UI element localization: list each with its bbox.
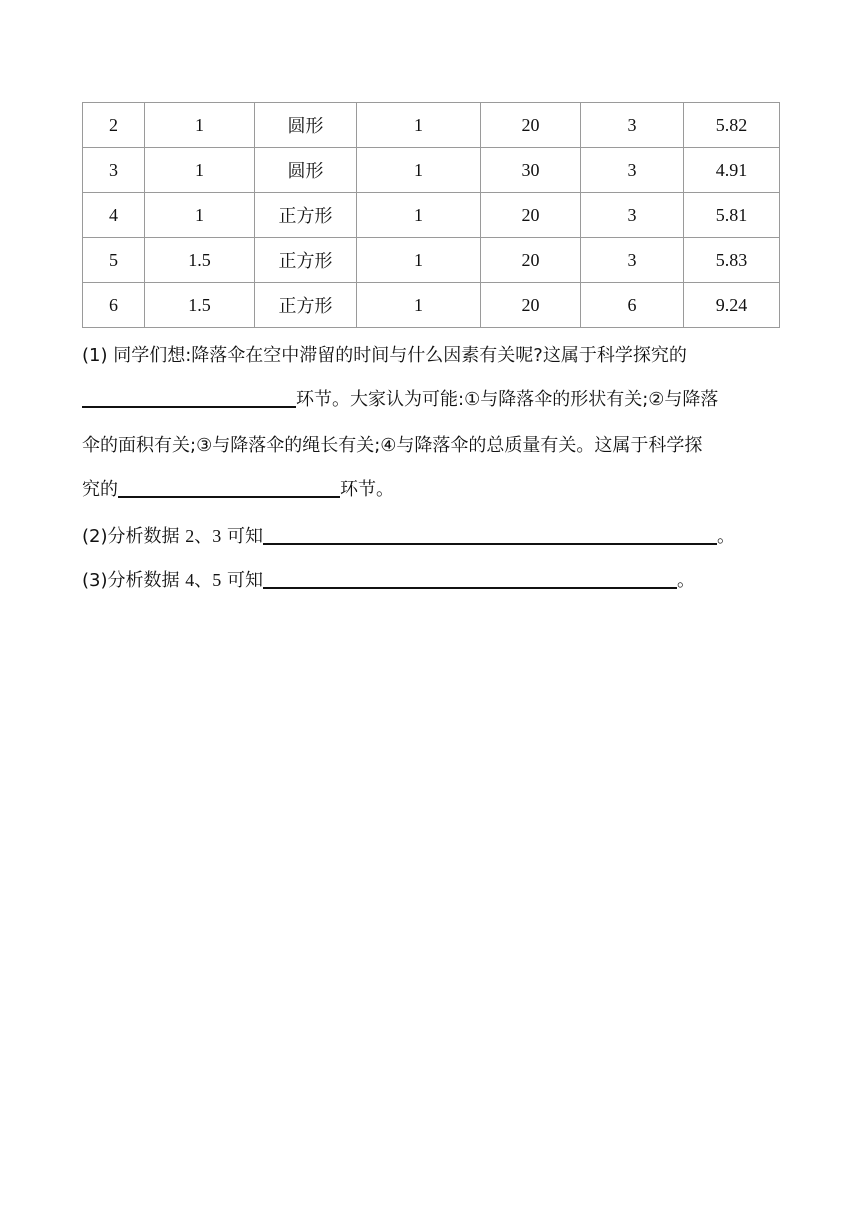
table-cell-col-4: 1	[357, 103, 481, 148]
question-1-line-1: (1) 同学们想:降落伞在空中滞留的时间与什么因素有关呢?这属于科学探究的	[82, 345, 687, 366]
question-3-prefix: (3)分析数据	[82, 570, 180, 591]
question-2-numbers: 2、3	[185, 526, 222, 546]
question-1-line-3: 伞的面积有关;③与降落伞的绳长有关;④与降落伞的总质量有关。这属于科学探	[82, 435, 703, 456]
question-1-line-2	[82, 386, 782, 414]
table-cell-col-5: 20	[481, 103, 581, 148]
question-2-mid: 可知	[226, 526, 263, 547]
question-2-end: 。	[716, 526, 735, 547]
answer-blank-2[interactable]	[118, 476, 340, 498]
table-row	[83, 193, 780, 238]
table-cell-time: 9.24	[684, 283, 780, 328]
table-body	[83, 103, 780, 328]
table-cell-col-2: 1	[145, 103, 255, 148]
table-row	[83, 103, 780, 148]
question-1-line-4	[82, 476, 782, 504]
table-cell-trial: 2	[83, 103, 145, 148]
question-3-numbers: 4、5	[185, 570, 222, 590]
answer-blank-3[interactable]	[263, 523, 717, 545]
answer-blank-4[interactable]	[263, 567, 677, 589]
table-row	[83, 283, 780, 328]
question-3-end: 。	[676, 570, 695, 591]
table-cell-col-2: 1.5	[145, 238, 255, 283]
table-cell-col-4: 1	[357, 193, 481, 238]
table-row	[83, 148, 780, 193]
table-cell-col-5: 20	[481, 283, 581, 328]
table-cell-time: 5.83	[684, 238, 780, 283]
table-cell-col-4: 1	[357, 283, 481, 328]
table-cell-col-6: 6	[581, 283, 684, 328]
table-row	[83, 238, 780, 283]
question-1-line-4-lead: 究的	[82, 479, 118, 500]
question-2-prefix: (2)分析数据	[82, 526, 180, 547]
table-cell-trial: 4	[83, 193, 145, 238]
table-cell-time: 5.82	[684, 103, 780, 148]
question-3-mid: 可知	[226, 570, 263, 591]
table-cell-trial: 6	[83, 283, 145, 328]
table-cell-col-5: 20	[481, 193, 581, 238]
question-3	[82, 566, 782, 595]
table-cell-shape: 正方形	[255, 238, 357, 283]
table-cell-col-2: 1.5	[145, 283, 255, 328]
table-cell-shape: 圆形	[255, 103, 357, 148]
experiment-data-table	[82, 102, 780, 328]
table-cell-trial: 5	[83, 238, 145, 283]
table-cell-time: 5.81	[684, 193, 780, 238]
answer-blank-1[interactable]	[82, 386, 296, 408]
table-cell-time: 4.91	[684, 148, 780, 193]
table-cell-shape: 圆形	[255, 148, 357, 193]
table-cell-col-2: 1	[145, 193, 255, 238]
table-cell-shape: 正方形	[255, 193, 357, 238]
table-cell-trial: 3	[83, 148, 145, 193]
table-cell-col-6: 3	[581, 148, 684, 193]
table-cell-col-6: 3	[581, 193, 684, 238]
table-cell-col-6: 3	[581, 238, 684, 283]
question-1-line-2-text: 环节。大家认为可能:①与降落伞的形状有关;②与降落	[296, 389, 719, 410]
table-cell-col-2: 1	[145, 148, 255, 193]
table-cell-col-6: 3	[581, 103, 684, 148]
question-2	[82, 522, 782, 551]
table-cell-col-4: 1	[357, 238, 481, 283]
table-cell-shape: 正方形	[255, 283, 357, 328]
table-cell-col-4: 1	[357, 148, 481, 193]
table-cell-col-5: 30	[481, 148, 581, 193]
table-cell-col-5: 20	[481, 238, 581, 283]
question-1-line-4-tail: 环节。	[340, 479, 394, 500]
